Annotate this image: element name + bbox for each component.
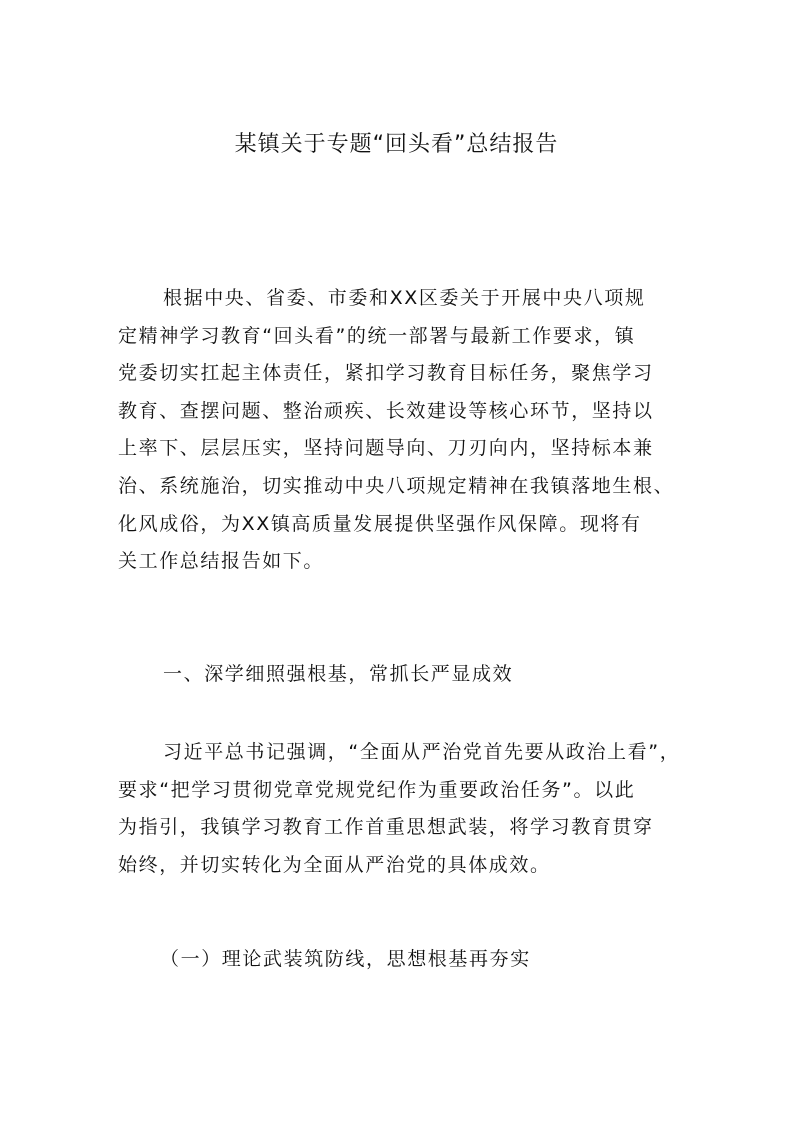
paragraph-line: 治、系统施治，切实推动中央八项规定精神在我镇落地生根、: [118, 474, 675, 497]
paragraph-line: 关工作总结报告如下。: [118, 550, 325, 573]
paragraph-line: 为指引，我镇学习教育工作首重思想武装，将学习教育贯穿: [118, 816, 654, 839]
paragraph-line: 始终，并切实转化为全面从严治党的具体成效。: [118, 853, 551, 876]
paragraph-line: 化风成俗，为XX镇高质量发展提供坚强作风保障。现将有: [118, 512, 642, 535]
paragraph-line: 党委切实扛起主体责任，紧扣学习教育目标任务，聚焦学习: [118, 362, 654, 385]
paragraph-intro: [118, 280, 678, 581]
paragraph-line: 根据中央、省委、市委和XX区委关于开展中央八项规: [163, 287, 646, 309]
paragraph-line: 教育、查摆问题、整治顽疾、长效建设等核心环节，坚持以: [118, 399, 654, 422]
paragraph-line: 上率下、层层压实，坚持问题导向、刀刃向内，坚持标本兼: [118, 437, 654, 460]
paragraph-section-1: [118, 734, 681, 884]
paragraph-line: 定精神学习教育“回头看”的统一部署与最新工作要求，镇: [118, 324, 636, 347]
section-heading-1: 一、深学细照强根基，常抓长严显成效: [163, 663, 514, 685]
subsection-heading-1: （一）理论武装筑防线，思想根基再夯实: [160, 948, 531, 970]
paragraph-line: 要求“把学习贯彻党章党规党纪作为重要政治任务”。以此: [118, 778, 636, 801]
paragraph-line: 习近平总书记强调，“全面从严治党首先要从政治上看”，: [163, 741, 681, 763]
document-title: 某镇关于专题“回头看”总结报告: [234, 132, 559, 157]
